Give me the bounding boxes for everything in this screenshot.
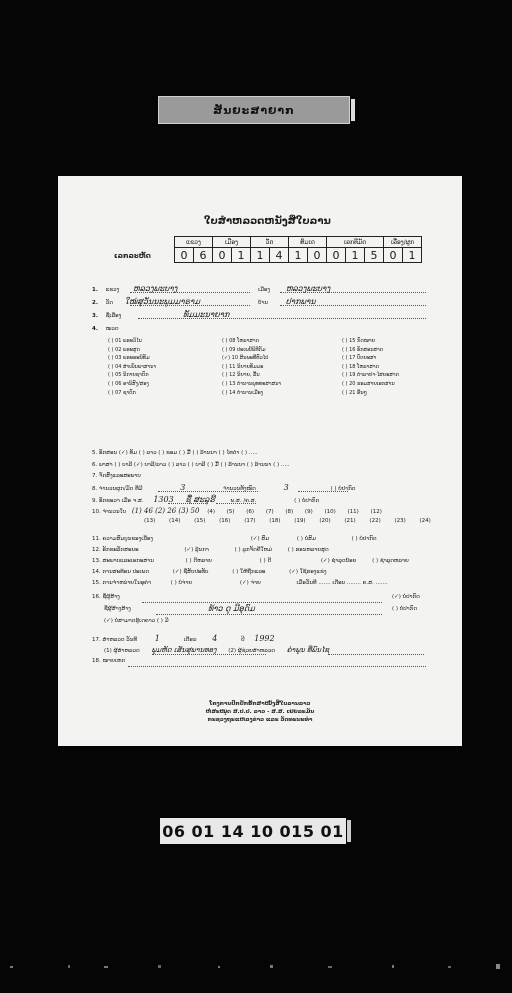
id-digit: 1 — [232, 248, 251, 263]
field-temple: 2. ວັດ ໃໝ່ສຸວັນນະພູມມາຣາມ — [92, 297, 200, 306]
field-completeness: 11. ຄວາມສົມບູນຂອງເລື່ອງ (✓) ສົມ ( ) ບໍ່ສົມ ( ) ບໍ່ປາກົດ — [92, 536, 377, 542]
field-script: 5. ອັກສອນ (✓) ທັມ ( ) ລາວ ( ) ຂອມ ( ) ມື້ ( ) ລ້ານນາ ( ) ໄທດໍາ ( ) ..... — [92, 450, 258, 456]
id-header-bundle: ເລກທີມັດ — [327, 237, 384, 248]
id-digit: 1 — [251, 248, 270, 263]
province-value: ຫລວງພະບາງ — [133, 284, 178, 293]
date-value: 1303 — [153, 495, 174, 504]
category-option[interactable]: ( ) 21 ອື່ນໆ — [342, 389, 367, 396]
id-code-grid — [174, 236, 422, 263]
category-option[interactable]: ( ) 03 ພຣະອະພິທັມ — [108, 355, 150, 362]
category-option[interactable]: ( ) 20 ຮອມສາຍເອກສານ — [342, 380, 395, 387]
id-digit: 0 — [308, 248, 327, 263]
category-option[interactable]: ( ) 11 ນິຍາຍທັມມະ — [222, 363, 264, 370]
id-header-province: ແຂວງ — [175, 237, 213, 248]
underline — [216, 503, 256, 504]
category-option[interactable]: ( ) 16 ອັກສອນສາດ — [342, 346, 384, 353]
field-language: 6. ພາສາ ( ) ບາລີ (✓) ບາລີ/ລາວ ( ) ລາວ ( ) ບາລີ ( ) ມື້ ( ) ລ້ານນາ ( ) ລ້ານນາ ( ) ..... — [92, 462, 290, 468]
underline — [156, 614, 382, 615]
catalog-number: 06 01 14 10 015 01 — [162, 821, 344, 841]
category-option[interactable]: ( ) 05 ນິກາຍຊາດົກ — [108, 372, 149, 379]
field-survey-date: 17. ສຳຫລວດ ວັນທີ 1 ເດືອນ 4 ປີ 1992 — [92, 634, 275, 643]
surveyor-1: ພູມຫັດ ເສັນສຸພານທອງ — [151, 646, 217, 654]
strip-edge — [347, 820, 351, 842]
surveyor-2: ຄຳພູນ ທີ່ພົນໄຊ — [286, 646, 330, 654]
temple-value: ໃໝ່ສຸວັນນະພູມມາຣາມ — [124, 297, 200, 306]
id-digit: 0 — [175, 248, 194, 263]
id-label: ເລກລະຫັດ — [114, 252, 151, 260]
category-option[interactable]: (✓) 10 ສິນພະທີ່ທົວໄປ — [222, 355, 269, 362]
field-date: 9. ອັກຂະວາ ເມື່ອ ຈ.ສ. 1303 ຊື່ ສະລຸຮີ ພ.ສ. /ຄ.ສ. ( ) ບໍ່ປາກົດ — [92, 495, 320, 504]
category-option[interactable]: ( ) 14 ຕຳນານເມືອງ — [222, 389, 264, 396]
id-digit: 6 — [194, 248, 213, 263]
category-column-3 — [342, 337, 399, 397]
underline — [158, 491, 258, 492]
underline — [130, 292, 250, 293]
category-option[interactable]: ( ) 13 ຕຳນານພຸທທະສາສນາ — [222, 380, 282, 387]
id-header-district: ເມືອງ — [213, 237, 251, 248]
id-header-row — [175, 237, 422, 248]
author-unknown: (✓) ບໍ່ປາກົດ — [392, 594, 420, 600]
field-notes: 18. ໝາຍເຫດ — [92, 658, 126, 664]
category-option[interactable]: ( ) 12 ນິຍາຍ, ລື້ນ — [222, 372, 260, 379]
field-province: 1. ແຂວງ ຫລວງພະບາງ — [92, 284, 178, 293]
category-option[interactable]: ( ) 09 ປະເພນີພິທີກັມ — [222, 346, 266, 353]
district-value: ຫລວງພະບາງ — [285, 284, 331, 293]
donor-value: ທ້າວ ດູ ມີອຸດົມ — [208, 604, 255, 613]
survey-day: 1 — [154, 634, 160, 643]
id-digit: 1 — [289, 248, 308, 263]
category-option[interactable]: ( ) 19 ຕຳລາຢາ-ໄສຍະສາດ — [342, 372, 399, 379]
id-digit: 0 — [213, 248, 232, 263]
fascicles-value: 3 — [180, 483, 186, 492]
id-digit: 0 — [384, 248, 403, 263]
field-offer: (✓) ບໍ່ສາມາດຮູ້ເດຄາວ ( ) ມີ — [104, 618, 169, 624]
title-value: ທັມມະນາຍາກ — [183, 310, 230, 319]
category-option[interactable]: ( ) 06 ອານິສົງ/ສອງ — [108, 380, 149, 387]
id-digit: 1 — [346, 248, 365, 263]
id-header-fascicle: ເລື່ອງ/ຜູກ — [384, 237, 422, 248]
field-distribution: 15. ການຈຳຫນ່າຍໃນອຸຄຳ ( ) ບໍ່ຈ່າຍ (✓) ຈ່າຍ ເມື່ອວັນທີ ....... ເດືອນ ........ ຄ.ສ. ....... — [92, 580, 388, 586]
film-edge-noise — [8, 962, 504, 972]
underline — [280, 305, 426, 306]
category-option[interactable]: ( ) 08 ໂຫລາສາດ — [222, 338, 259, 344]
underline — [130, 305, 250, 306]
field-surveyors: (1) ຜູ້ສຳຫລວດ ພູມຫັດ ເສັນສຸພານທອງ (2) ຜູ້ຊ່ວຍສຳຫລວດ ຄຳພູນ ທີ່ພົນໄຊ — [104, 646, 330, 654]
leaves-columns-bottom: (13) (14) (15) (16) (17) (18) (19) (20) (21) (22) (23) (24) — [144, 518, 431, 524]
id-digit: 0 — [327, 248, 346, 263]
category-option[interactable]: ( ) 18 ໂຫລາສາດ — [342, 363, 379, 370]
survey-form-sheet — [58, 176, 462, 746]
category-option[interactable]: ( ) 02 ພຣະສູດ — [108, 346, 140, 353]
village-value: ປາກພານ — [285, 297, 316, 306]
strip-edge — [351, 99, 355, 121]
survey-month: 4 — [212, 634, 218, 643]
field-donor: ຊື່ຜູ້ສ້າງສ້າງ — [104, 606, 131, 612]
field-reflection: 14. ການສະທ້ອນ ປະເພດ (✓) ຊື່ສັບປະທັບ ( ) ໃຫ້ຖືກແລະ (✓) ໃຊ້ຮອງແຂ່ງ — [92, 569, 327, 575]
underline — [142, 602, 382, 603]
id-digit-row — [175, 248, 422, 263]
underline — [280, 292, 426, 293]
donor-unknown: ( ) ບໍ່ປາກົດ — [392, 606, 417, 612]
field-author: 16. ຊື່ຜູ້ສ້າງ — [92, 594, 120, 600]
leaves-value: (1) 46 (2) 26 (3) 50 — [131, 507, 200, 515]
field-category: 4. ໝວດ — [92, 326, 119, 332]
id-digit: 1 — [403, 248, 422, 263]
category-option[interactable]: ( ) 15 ກົດໝາຍ — [342, 338, 376, 344]
footer-line-2: ຫໍສະໝຸດ ສ.ປ.ປ. ລາວ - ສ.ສ. ເຢຍລະມັນ — [205, 709, 315, 715]
underline — [298, 491, 348, 492]
fascicles-total-value: 3 — [283, 483, 289, 492]
field-leaves: 10. ຈໍານວນໃບ (1) 46 (2) 26 (3) 50 (4) (5) (6) (7) (8) (9) (10) (11) (12) — [92, 507, 382, 515]
header-label: ສັນຍະສາຍາກ — [213, 103, 295, 117]
category-option[interactable]: ( ) 01 ພຣະວິໄນ — [108, 338, 142, 344]
catalog-number-strip — [160, 818, 346, 844]
category-option[interactable]: ( ) 04 ສຳເພັນພາສານາ — [108, 363, 157, 370]
field-village: ບ້ານ ປາກພານ — [258, 297, 316, 306]
footer-line-3: ກະຊວງຖະແຫລງຂ່າວ ແລະ ວັດທະນະທໍາ — [207, 717, 313, 723]
category-option[interactable]: ( ) 17 ບົດຍະສາ — [342, 355, 377, 362]
field-district: ເມືອງ ຫລວງພະບາງ — [258, 284, 331, 293]
footer-line-1: ໂຄງການປົກປັກຮັກສາໜັງສືໃບລານລາວ — [209, 701, 311, 707]
category-column-2 — [222, 337, 281, 397]
category-column-1 — [108, 337, 156, 397]
category-option[interactable]: ( ) 07 ຊາດົກ — [108, 389, 136, 396]
field-fascicles: 8. ຈໍານວນຜູກ/ມັດ ທີ່ມີ 3 ຈໍານວນທັງໝົດ 3 ( ) ບໍ່ປາກົດ — [92, 483, 356, 492]
header-label-strip — [158, 96, 350, 124]
survey-year: 1992 — [254, 634, 275, 643]
form-title: ໃບສຳຫລວດຫນັງສືໃບລານ — [204, 216, 331, 227]
field-writing: 12. ອັກຂະລັກສະນະ (✓) ລຸ້ນກາ ( ) ລູກຈັດຄືໃຫມ່ ( ) ຮອນຫລາຍສຸດ — [92, 547, 329, 553]
field-material: 13. ສະພາບແລະເອກະສານ ( ) ດີຫລາຍ ( ) ດີ (✓) ຊຳລຸດນ້ອຍ ( ) ຊຳລຸດຫລາຍ — [92, 558, 409, 564]
underline — [328, 654, 424, 655]
underline — [168, 503, 208, 504]
underline — [138, 318, 426, 319]
id-header-collection: ສົມເດ — [289, 237, 327, 248]
field-condition: 7. ຈັດສົ່ງແລະສະພາບ — [92, 473, 141, 479]
id-digit: 5 — [365, 248, 384, 263]
id-header-temple: ວັດ — [251, 237, 289, 248]
underline — [152, 654, 266, 655]
field-title: 3. ຊື່ເລື່ອງ ທັມມະນາຍາກ — [92, 310, 230, 319]
id-digit: 4 — [270, 248, 289, 263]
underline — [128, 666, 426, 667]
